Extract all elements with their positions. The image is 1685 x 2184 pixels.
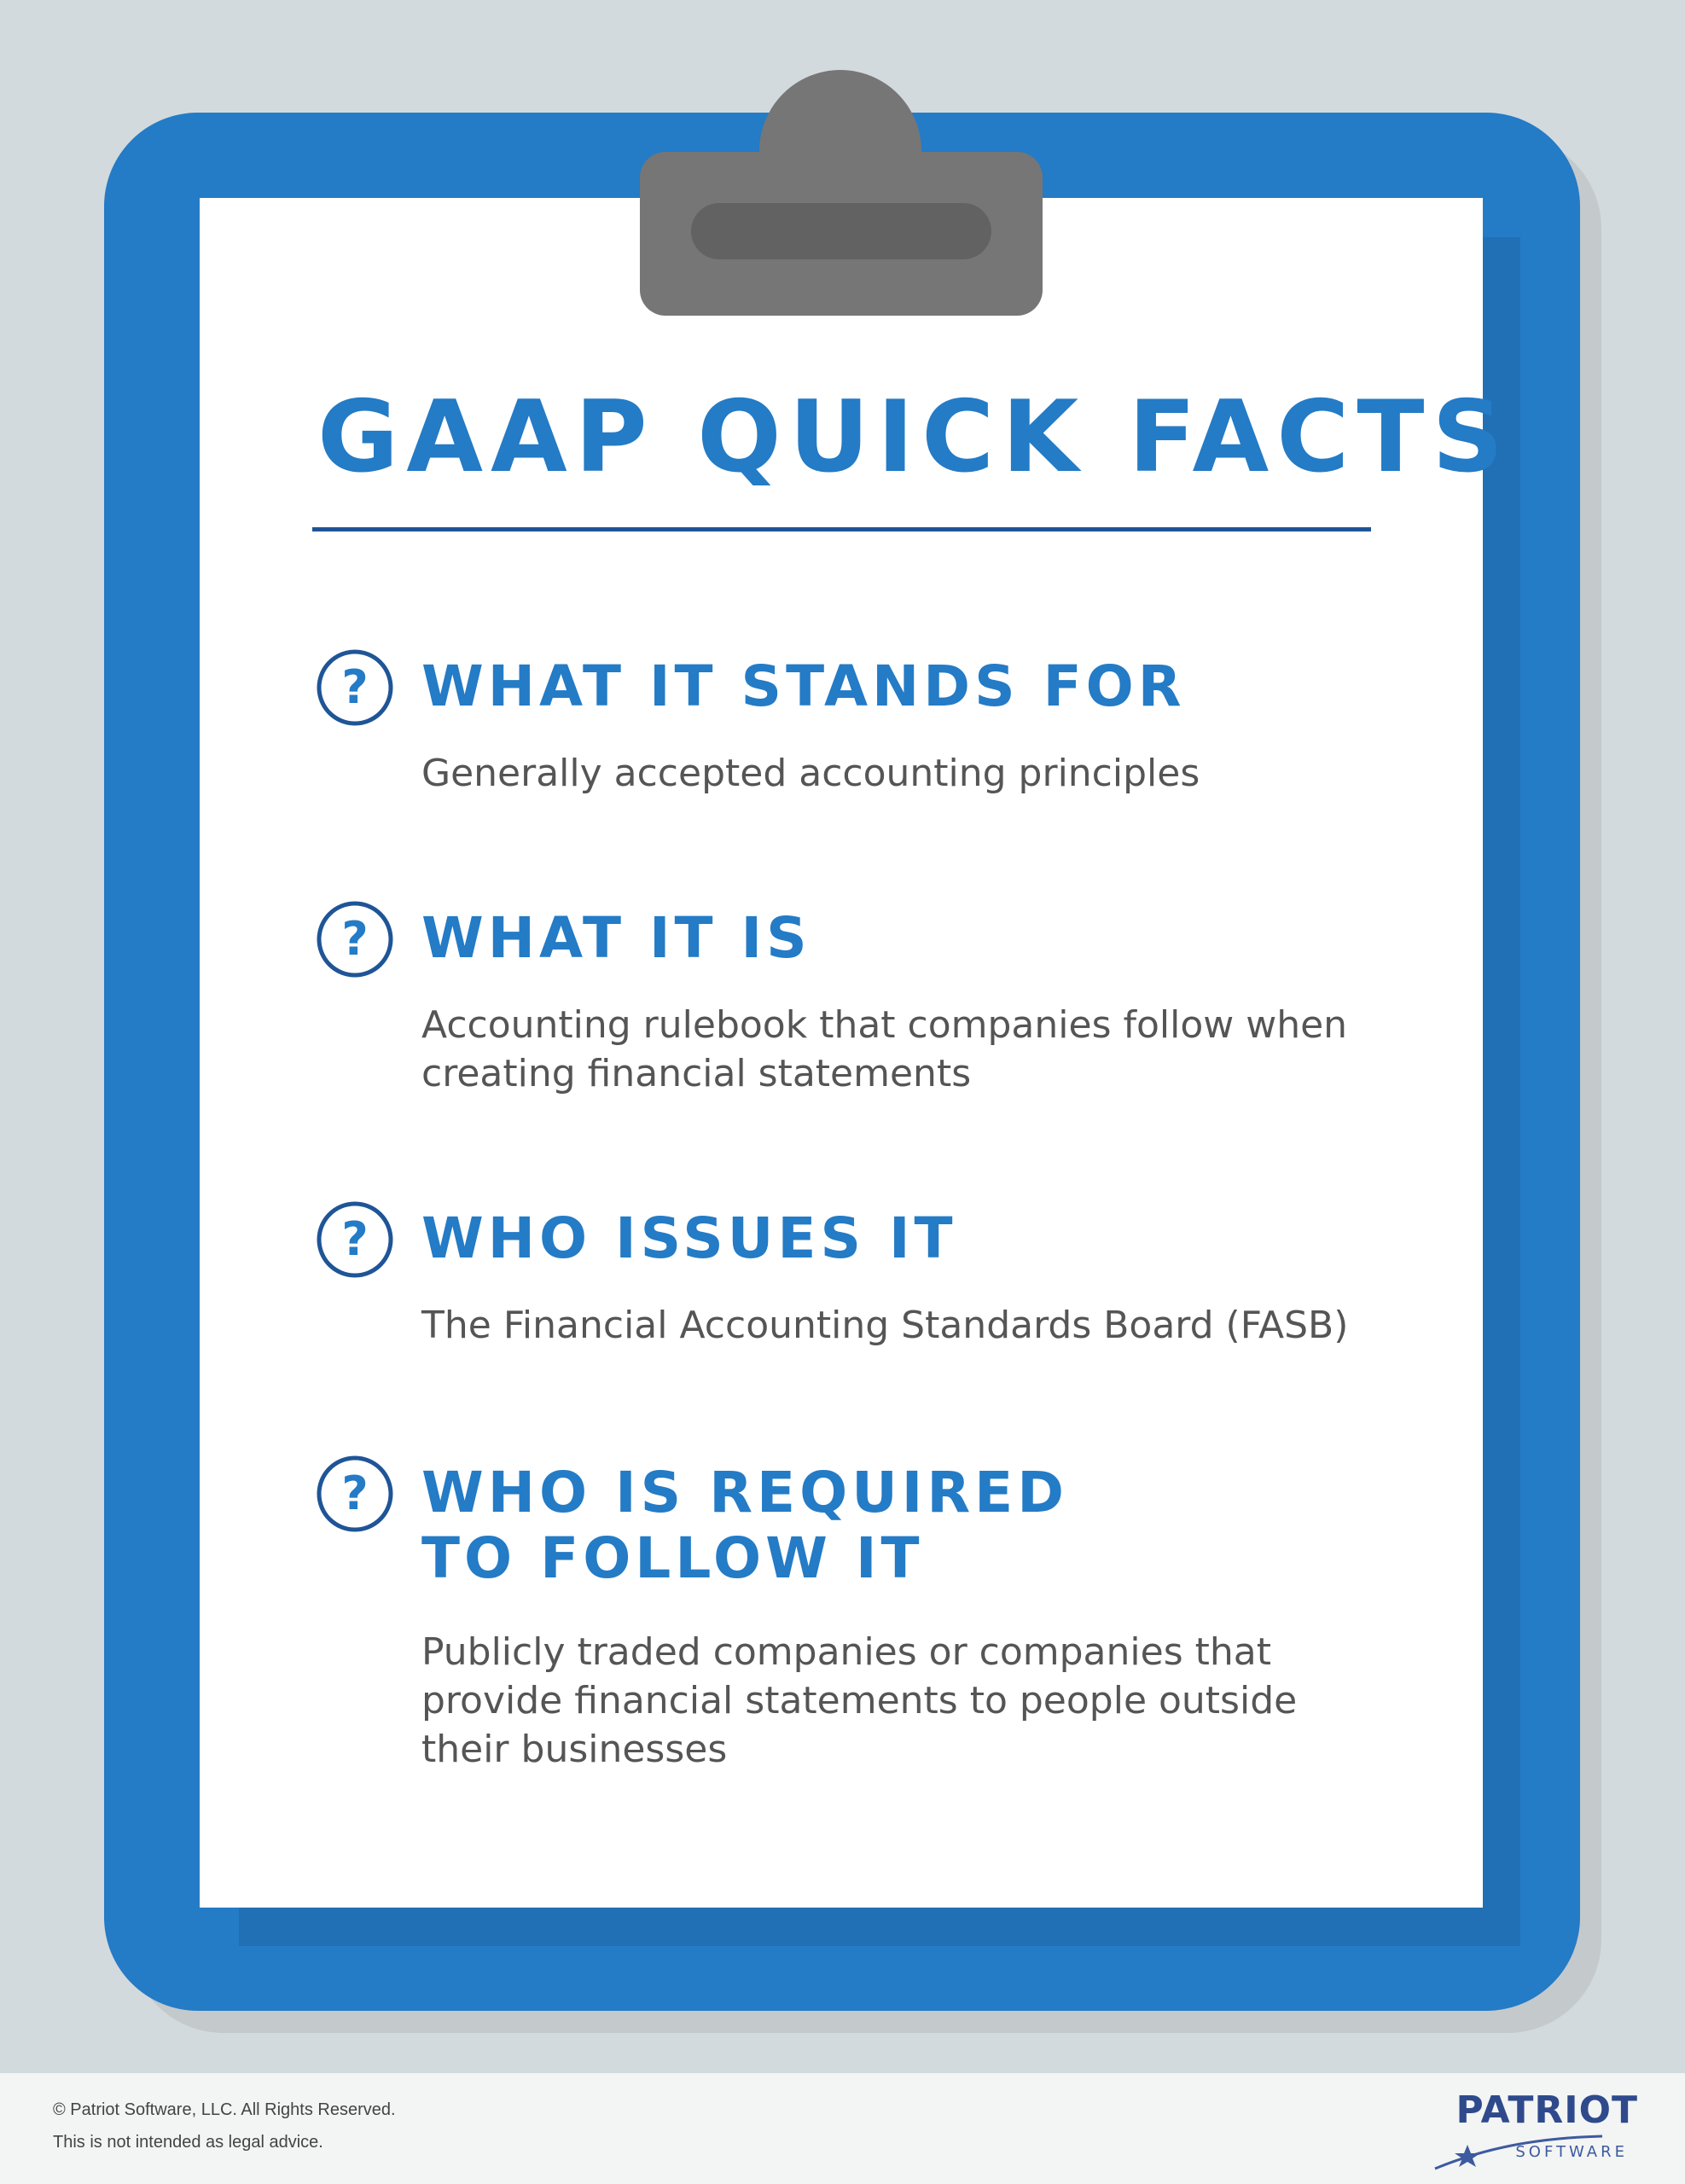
page-title: GAAP QUICK FACTS — [317, 380, 1512, 495]
fact-heading-line: WHO ISSUES IT — [421, 1205, 957, 1271]
question-circle-icon — [316, 1200, 394, 1279]
svg-text:?: ? — [341, 1212, 369, 1266]
fact-heading-line: TO FOLLOW IT — [421, 1525, 924, 1592]
fact-body — [421, 1628, 1394, 1774]
fact-body — [421, 749, 1394, 798]
fact-body — [421, 1301, 1394, 1350]
question-circle-icon — [316, 900, 394, 979]
clipboard-clip-slot — [691, 203, 991, 259]
fact-body-line: their businesses — [421, 1728, 728, 1771]
fact-heading — [421, 905, 811, 971]
logo-name: PATRIOT — [1455, 2088, 1638, 2132]
fact-heading-line: WHAT IT IS — [421, 905, 811, 971]
fact-body-line: creating financial statements — [421, 1052, 972, 1095]
patriot-software-logo — [1433, 2088, 1638, 2174]
copyright-text: © Patriot Software, LLC. All Rights Reserved. — [53, 2100, 396, 2119]
disclaimer-text: This is not intended as legal advice. — [53, 2133, 323, 2152]
fact-body-line: Publicly traded companies or companies that — [421, 1630, 1271, 1674]
fact-body-line: The Financial Accounting Standards Board (FASB) — [421, 1304, 1349, 1347]
fact-heading — [421, 1205, 957, 1271]
fact-heading — [421, 1460, 1068, 1591]
fact-body — [421, 1001, 1394, 1098]
question-circle-icon — [316, 648, 394, 727]
question-circle-icon — [316, 1455, 394, 1533]
clipboard-clip — [640, 152, 1043, 316]
fact-heading — [421, 653, 1186, 719]
svg-text:?: ? — [341, 912, 369, 966]
title-divider — [312, 527, 1371, 531]
fact-body-line: Generally accepted accounting principles — [421, 752, 1200, 795]
fact-heading-line: WHAT IT STANDS FOR — [421, 653, 1186, 719]
logo-tagline: SOFTWARE — [1515, 2143, 1628, 2161]
footer — [0, 2073, 1685, 2184]
svg-text:?: ? — [341, 1467, 369, 1520]
fact-body-line: Accounting rulebook that companies follow when — [421, 1003, 1348, 1047]
svg-text:?: ? — [341, 660, 369, 714]
fact-heading-line: WHO IS REQUIRED — [421, 1460, 1069, 1525]
fact-body-line: provide financial statements to people outside — [421, 1679, 1298, 1722]
